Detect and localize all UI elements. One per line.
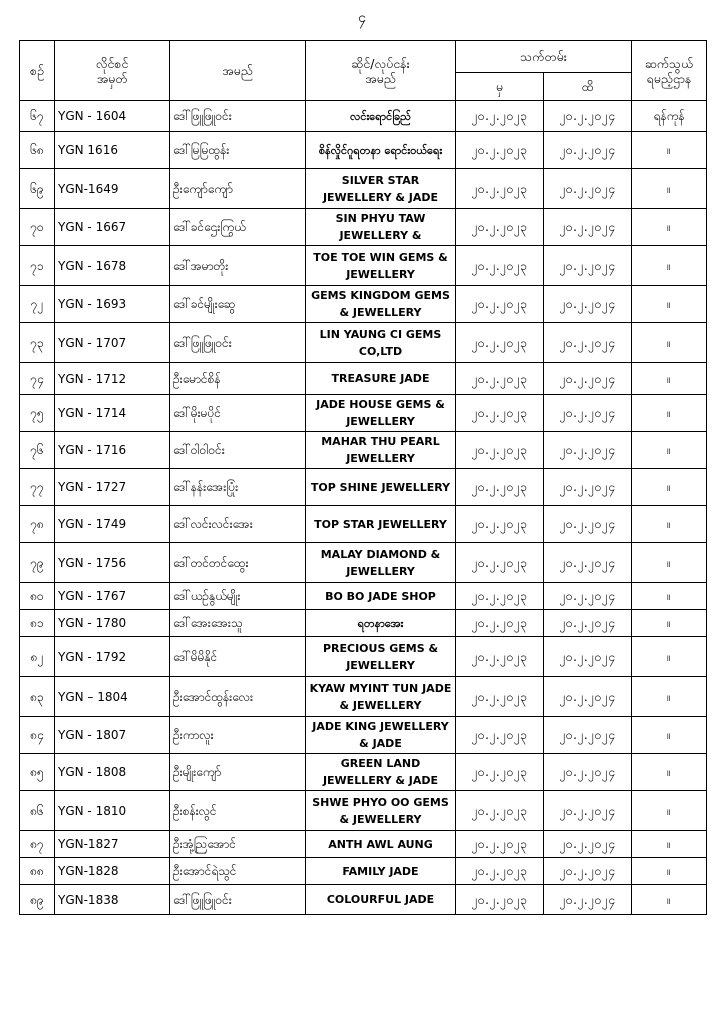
table-row <box>20 885 707 915</box>
row-name: ဒေါ်ဖြူဖြူဝင်း <box>170 323 306 363</box>
row-license: YGN - 1678 <box>55 246 170 286</box>
row-contact: ။ <box>632 858 707 885</box>
row-to-date: ၂၀.၂.၂၀၂၄ <box>544 858 632 885</box>
row-to-date: ၂၀.၂.၂၀၂၄ <box>544 717 632 754</box>
row-from-date: ၂၀.၂.၂၀၂၃ <box>456 583 544 610</box>
table-row <box>20 169 707 209</box>
row-to-date: ၂၀.၂.၂၀၂၄ <box>544 395 632 432</box>
row-shop: SILVER STAR JEWELLERY & JADE <box>306 169 456 209</box>
row-shop: JADE HOUSE GEMS & JEWELLERY <box>306 395 456 432</box>
row-name: ဒေါ်ယဉ်နွယ်မျိုး <box>170 583 306 610</box>
row-contact: ။ <box>632 432 707 469</box>
row-to-date: ၂၀.၂.၂၀၂၄ <box>544 169 632 209</box>
row-name: ဦးအောင်ထွန်းလေး <box>170 677 306 717</box>
row-name: ဦးမျိုးကျော် <box>170 754 306 791</box>
row-name: ဒေါ်ဝါဝါဝင်း <box>170 432 306 469</box>
row-no: ၇၃ <box>20 323 55 363</box>
row-shop: FAMILY JADE <box>306 858 456 885</box>
row-from-date: ၂၀.၂.၂၀၂၃ <box>456 858 544 885</box>
row-contact: ။ <box>632 717 707 754</box>
row-contact: ။ <box>632 286 707 323</box>
row-from-date: ၂၀.၂.၂၀၂၃ <box>456 432 544 469</box>
row-to-date: ၂၀.၂.၂၀၂၄ <box>544 323 632 363</box>
row-name: ဒေါ်နန်းအေးပြုံး <box>170 469 306 506</box>
row-to-date: ၂၀.၂.၂၀၂၄ <box>544 885 632 915</box>
row-from-date: ၂၀.၂.၂၀၂၃ <box>456 395 544 432</box>
row-no: ၆၉ <box>20 169 55 209</box>
row-no: ၈၄ <box>20 717 55 754</box>
row-shop: TOE TOE WIN GEMS & JEWELLERY <box>306 246 456 286</box>
table-row <box>20 543 707 583</box>
row-name: ဒေါ်လင်းလင်းအေး <box>170 506 306 543</box>
table-row <box>20 323 707 363</box>
row-shop: ANTH AWL AUNG <box>306 831 456 858</box>
row-contact: ။ <box>632 469 707 506</box>
row-license: YGN - 1749 <box>55 506 170 543</box>
header-contact: ဆက်သွယ် ရမည့်ဌာန <box>632 41 707 101</box>
row-to-date: ၂၀.၂.၂၀၂၄ <box>544 610 632 637</box>
row-license: YGN - 1756 <box>55 543 170 583</box>
row-shop: စိန်လှိုင်ဂူရတနာ ရောင်းဝယ်ရေး <box>306 132 456 169</box>
row-license: YGN - 1780 <box>55 610 170 637</box>
row-shop: LIN YAUNG CI GEMS CO,LTD <box>306 323 456 363</box>
row-to-date: ၂၀.၂.၂၀၂၄ <box>544 831 632 858</box>
table-row <box>20 132 707 169</box>
header-from: မှ <box>456 73 544 101</box>
row-from-date: ၂၀.၂.၂၀၂၃ <box>456 132 544 169</box>
row-name: ဒေါ်တင်တင်ထွေး <box>170 543 306 583</box>
row-to-date: ၂၀.၂.၂၀၂၄ <box>544 101 632 132</box>
header-shop: ဆိုင်/လုပ်ငန်း အမည် <box>306 41 456 101</box>
row-license: YGN - 1693 <box>55 286 170 323</box>
row-contact: ။ <box>632 323 707 363</box>
row-from-date: ၂၀.၂.၂၀၂၃ <box>456 754 544 791</box>
row-license: YGN - 1667 <box>55 209 170 246</box>
row-name: ဒေါ်ဖြူဖြူဝင်း <box>170 101 306 132</box>
table-row <box>20 677 707 717</box>
row-license: YGN - 1767 <box>55 583 170 610</box>
row-to-date: ၂၀.၂.၂၀၂၄ <box>544 754 632 791</box>
row-to-date: ၂၀.၂.၂၀၂၄ <box>544 543 632 583</box>
row-shop: GEMS KINGDOM GEMS & JEWELLERY <box>306 286 456 323</box>
row-contact: ။ <box>632 885 707 915</box>
table-row <box>20 717 707 754</box>
row-shop: TOP STAR JEWELLERY <box>306 506 456 543</box>
header-no: စဉ် <box>20 41 55 101</box>
row-name: ဒေါ်ခင်မျိုးဆွေ <box>170 286 306 323</box>
row-no: ၈၃ <box>20 677 55 717</box>
row-from-date: ၂၀.၂.၂၀၂၃ <box>456 286 544 323</box>
table-row <box>20 610 707 637</box>
row-license: YGN - 1810 <box>55 791 170 831</box>
row-name: ဒေါ်အေးအေးသူ <box>170 610 306 637</box>
row-name: ဦးကာလူး <box>170 717 306 754</box>
row-shop: COLOURFUL JADE <box>306 885 456 915</box>
row-from-date: ၂၀.၂.၂၀၂၃ <box>456 677 544 717</box>
row-shop: TREASURE JADE <box>306 363 456 395</box>
table-row <box>20 506 707 543</box>
row-name: ဒေါ်အမာတိုး <box>170 246 306 286</box>
row-name: ဒေါ်မိမိနိုင် <box>170 637 306 677</box>
row-to-date: ၂၀.၂.၂၀၂၄ <box>544 132 632 169</box>
row-from-date: ၂၀.၂.၂၀၂၃ <box>456 101 544 132</box>
row-contact: ။ <box>632 791 707 831</box>
table-row <box>20 791 707 831</box>
table-row <box>20 209 707 246</box>
table-row <box>20 831 707 858</box>
row-contact: ။ <box>632 677 707 717</box>
row-to-date: ၂၀.၂.၂၀၂၄ <box>544 506 632 543</box>
row-shop: BO BO JADE SHOP <box>306 583 456 610</box>
row-from-date: ၂၀.၂.၂၀၂၃ <box>456 323 544 363</box>
row-no: ၆၈ <box>20 132 55 169</box>
row-name: ဦးအုံ့ညြအောင် <box>170 831 306 858</box>
row-to-date: ၂၀.၂.၂၀၂၄ <box>544 469 632 506</box>
row-from-date: ၂၀.၂.၂၀၂၃ <box>456 363 544 395</box>
row-license: YGN - 1714 <box>55 395 170 432</box>
row-license: YGN - 1807 <box>55 717 170 754</box>
row-no: ၈၀ <box>20 583 55 610</box>
row-to-date: ၂၀.၂.၂၀၂၄ <box>544 286 632 323</box>
row-license: YGN - 1716 <box>55 432 170 469</box>
row-shop: KYAW MYINT TUN JADE & JEWELLERY <box>306 677 456 717</box>
table-row <box>20 583 707 610</box>
row-contact: ။ <box>632 395 707 432</box>
row-no: ၇၆ <box>20 432 55 469</box>
row-shop: MAHAR THU PEARL JEWELLERY <box>306 432 456 469</box>
row-contact: ။ <box>632 831 707 858</box>
row-no: ၇၂ <box>20 286 55 323</box>
license-register-table <box>19 40 707 915</box>
row-no: ၈၅ <box>20 754 55 791</box>
row-from-date: ၂၀.၂.၂၀၂၃ <box>456 885 544 915</box>
row-name: ဦးကျော်ကျော် <box>170 169 306 209</box>
row-from-date: ၂၀.၂.၂၀၂၃ <box>456 469 544 506</box>
row-from-date: ၂၀.၂.၂၀၂၃ <box>456 246 544 286</box>
row-no: ၈၇ <box>20 831 55 858</box>
table-body <box>20 101 707 915</box>
header-license: လိုင်စင် အမှတ် <box>55 41 170 101</box>
row-shop: SHWE PHYO OO GEMS & JEWELLERY <box>306 791 456 831</box>
row-contact: ။ <box>632 363 707 395</box>
row-name: ဦးမောင်စိန် <box>170 363 306 395</box>
row-shop: PRECIOUS GEMS & JEWELLERY <box>306 637 456 677</box>
row-contact: ။ <box>632 169 707 209</box>
page-number: ၄ <box>358 10 366 26</box>
row-from-date: ၂၀.၂.၂၀၂၃ <box>456 717 544 754</box>
row-contact: ။ <box>632 637 707 677</box>
row-license: YGN - 1808 <box>55 754 170 791</box>
row-from-date: ၂၀.၂.၂၀၂၃ <box>456 610 544 637</box>
table-row <box>20 754 707 791</box>
row-to-date: ၂၀.၂.၂၀၂၄ <box>544 432 632 469</box>
row-contact: ။ <box>632 543 707 583</box>
row-name: ဒေါ်ခင်ဌေးကြွယ် <box>170 209 306 246</box>
row-license: YGN-1649 <box>55 169 170 209</box>
row-name: ဦးစန်းလွင် <box>170 791 306 831</box>
row-no: ၆၇ <box>20 101 55 132</box>
row-no: ၇၁ <box>20 246 55 286</box>
table-row <box>20 432 707 469</box>
row-shop: SIN PHYU TAW JEWELLERY & <box>306 209 456 246</box>
row-no: ၇၇ <box>20 469 55 506</box>
row-shop: လင်းရောင်ခြည် <box>306 101 456 132</box>
row-license: YGN-1827 <box>55 831 170 858</box>
row-contact: ။ <box>632 246 707 286</box>
row-license: YGN - 1727 <box>55 469 170 506</box>
row-contact: ရန်ကုန် <box>632 101 707 132</box>
header-name: အမည် <box>170 41 306 101</box>
table-row <box>20 637 707 677</box>
row-from-date: ၂၀.၂.၂၀၂၃ <box>456 506 544 543</box>
row-no: ၇၄ <box>20 363 55 395</box>
row-shop: ရတနာအေး <box>306 610 456 637</box>
row-to-date: ၂၀.၂.၂၀၂၄ <box>544 246 632 286</box>
table-row <box>20 395 707 432</box>
row-no: ၇၀ <box>20 209 55 246</box>
row-contact: ။ <box>632 583 707 610</box>
row-no: ၈၈ <box>20 858 55 885</box>
row-contact: ။ <box>632 506 707 543</box>
row-from-date: ၂၀.၂.၂၀၂၃ <box>456 637 544 677</box>
row-license: YGN - 1792 <box>55 637 170 677</box>
row-name: ဒေါ်မြမြထွန်း <box>170 132 306 169</box>
row-to-date: ၂၀.၂.၂၀၂၄ <box>544 363 632 395</box>
row-no: ၈၁ <box>20 610 55 637</box>
row-from-date: ၂၀.၂.၂၀၂၃ <box>456 169 544 209</box>
row-to-date: ၂၀.၂.၂၀၂၄ <box>544 637 632 677</box>
row-license: YGN – 1804 <box>55 677 170 717</box>
row-name: ဒေါ်ဖြူဖြူဝင်း <box>170 885 306 915</box>
row-name: ဦးအောင်ရဲသွင် <box>170 858 306 885</box>
row-shop: TOP SHINE JEWELLERY <box>306 469 456 506</box>
header-validity: သက်တမ်း <box>456 41 632 73</box>
row-to-date: ၂၀.၂.၂၀၂၄ <box>544 583 632 610</box>
table-row <box>20 469 707 506</box>
row-contact: ။ <box>632 132 707 169</box>
row-contact: ။ <box>632 209 707 246</box>
row-no: ၇၈ <box>20 506 55 543</box>
row-from-date: ၂၀.၂.၂၀၂၃ <box>456 791 544 831</box>
row-license: YGN-1828 <box>55 858 170 885</box>
row-contact: ။ <box>632 610 707 637</box>
table-row <box>20 858 707 885</box>
row-no: ၈၆ <box>20 791 55 831</box>
row-license: YGN 1616 <box>55 132 170 169</box>
row-no: ၇၉ <box>20 543 55 583</box>
row-shop: GREEN LAND JEWELLERY & JADE <box>306 754 456 791</box>
row-to-date: ၂၀.၂.၂၀၂၄ <box>544 209 632 246</box>
table-row <box>20 246 707 286</box>
row-no: ၈၂ <box>20 637 55 677</box>
row-no: ၇၅ <box>20 395 55 432</box>
header-to: ထိ <box>544 73 632 101</box>
table-row <box>20 101 707 132</box>
row-no: ၈၉ <box>20 885 55 915</box>
row-license: YGN - 1604 <box>55 101 170 132</box>
table-row <box>20 363 707 395</box>
row-shop: MALAY DIAMOND & JEWELLERY <box>306 543 456 583</box>
row-license: YGN-1838 <box>55 885 170 915</box>
row-from-date: ၂၀.၂.၂၀၂၃ <box>456 543 544 583</box>
row-license: YGN - 1712 <box>55 363 170 395</box>
row-shop: JADE KING JEWELLERY & JADE <box>306 717 456 754</box>
row-to-date: ၂၀.၂.၂၀၂၄ <box>544 677 632 717</box>
row-from-date: ၂၀.၂.၂၀၂၃ <box>456 831 544 858</box>
row-to-date: ၂၀.၂.၂၀၂၄ <box>544 791 632 831</box>
row-from-date: ၂၀.၂.၂၀၂၃ <box>456 209 544 246</box>
table-row <box>20 286 707 323</box>
row-license: YGN - 1707 <box>55 323 170 363</box>
row-contact: ။ <box>632 754 707 791</box>
row-name: ဒေါ်မိုးမပိုင် <box>170 395 306 432</box>
